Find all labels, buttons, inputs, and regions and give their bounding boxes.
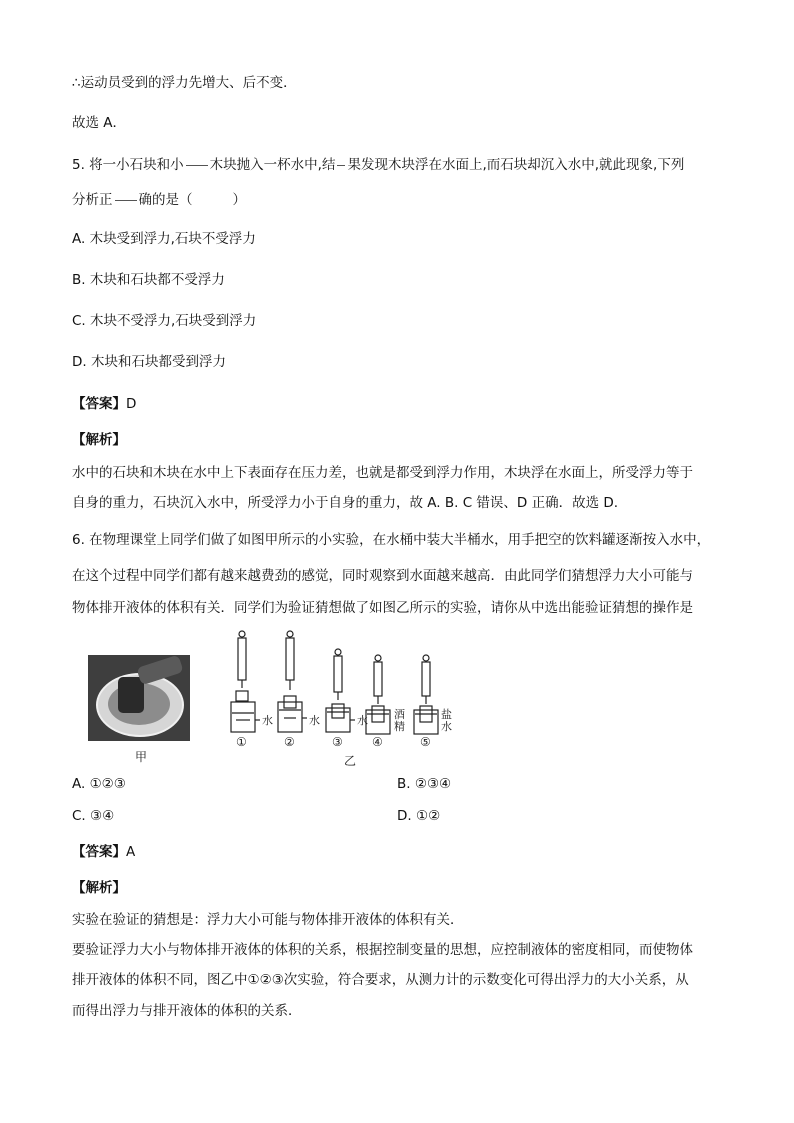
dash-mark — [186, 165, 208, 166]
question-5-stem-line1: 5. 将一小石块和小 木块抛入一杯水中,结 果发现木块浮在水面上,而石块却沉入水中,就此现象,下列 — [72, 157, 685, 173]
caption-yi: 乙 — [344, 754, 357, 768]
q5-analysis-line1: 水中的石块和木块在水中上下表面存在压力差，也就是都受到浮力作用，木块浮在水面上，所受浮力等于 — [72, 465, 693, 481]
q6-option-c: C. ③④ — [72, 808, 115, 824]
label-water-2: 水 — [309, 714, 320, 727]
q5-analysis-heading: 【解析】 — [72, 432, 126, 448]
label-salt-1: 盐 — [441, 708, 452, 721]
setup-5 — [414, 655, 438, 734]
prev-answer-line: 故选 A． — [72, 115, 127, 131]
setup-3 — [326, 649, 355, 732]
q5-option-a: A. 木块受到浮力,石块不受浮力 — [72, 231, 256, 247]
label-alcohol-1: 酒 — [394, 708, 405, 721]
label-n2: ② — [284, 735, 295, 749]
label-alcohol-2: 精 — [394, 720, 405, 733]
q5-option-d: D. 木块和石块都受到浮力 — [72, 354, 226, 370]
label-n4: ④ — [372, 735, 383, 749]
label-n1: ① — [236, 735, 247, 749]
setup-4 — [366, 655, 390, 734]
q6-analysis-line2: 要验证浮力大小与物体排开液体的体积的关系，根据控制变量的思想，应控制液体的密度相同，而使物体 — [72, 942, 693, 958]
setup-1 — [231, 631, 260, 732]
setup-2 — [278, 631, 307, 732]
label-water-1: 水 — [262, 714, 273, 727]
figure-jia-photo — [88, 655, 190, 741]
q5-option-c: C. 木块不受浮力,石块受到浮力 — [72, 313, 257, 329]
label-salt-2: 水 — [441, 720, 452, 733]
figure-yi-apparatus — [222, 628, 462, 750]
q6-answer: 【答案】A — [72, 844, 136, 860]
question-6-stem-line2: 在这个过程中同学们都有越来越费劲的感觉，同时观察到水面越来越高．由此同学们猜想浮力大小可能与 — [72, 568, 693, 584]
q5-answer: 【答案】D — [72, 396, 137, 412]
question-5-stem-line2: 分析正 确的是（ ） — [72, 192, 246, 208]
q6-analysis-line1: 实验在验证的猜想是：浮力大小可能与物体排开液体的体积有关． — [72, 912, 464, 928]
question-6-stem-line3: 物体排开液体的体积有关．同学们为验证猜想做了如图乙所示的实验，请你从中选出能验证猜想的操作是 — [72, 600, 693, 616]
dash-mark — [115, 200, 137, 201]
dash-mark — [337, 165, 345, 166]
prev-conclusion: ∴运动员受到的浮力先增大、后不变． — [72, 75, 297, 91]
caption-jia: 甲 — [135, 750, 148, 764]
q6-option-d: D. ①② — [397, 808, 441, 824]
q6-analysis-heading: 【解析】 — [72, 880, 126, 896]
q6-analysis-line3: 排开液体的体积不同，图乙中①②③次实验，符合要求，从测力计的示数变化可得出浮力的大小关系，从 — [72, 972, 689, 988]
label-n3: ③ — [332, 735, 343, 749]
label-water-3: 水 — [357, 714, 368, 727]
q6-analysis-line4: 而得出浮力与排开液体的体积的关系． — [72, 1003, 302, 1019]
drink-can — [118, 677, 144, 713]
q5-option-b: B. 木块和石块都不受浮力 — [72, 272, 225, 288]
q6-option-a: A. ①②③ — [72, 776, 126, 792]
q5-analysis-line2: 自身的重力，石块沉入水中，所受浮力小于自身的重力，故 A. B. C 错误、D 正确．故选 D. — [72, 495, 619, 511]
q6-option-b: B. ②③④ — [397, 776, 452, 792]
question-6-stem-line1: 6. 在物理课堂上同学们做了如图甲所示的小实验，在水桶中装大半桶水，用手把空的饮料罐逐渐按入水中， — [72, 532, 711, 548]
label-n5: ⑤ — [420, 735, 431, 749]
